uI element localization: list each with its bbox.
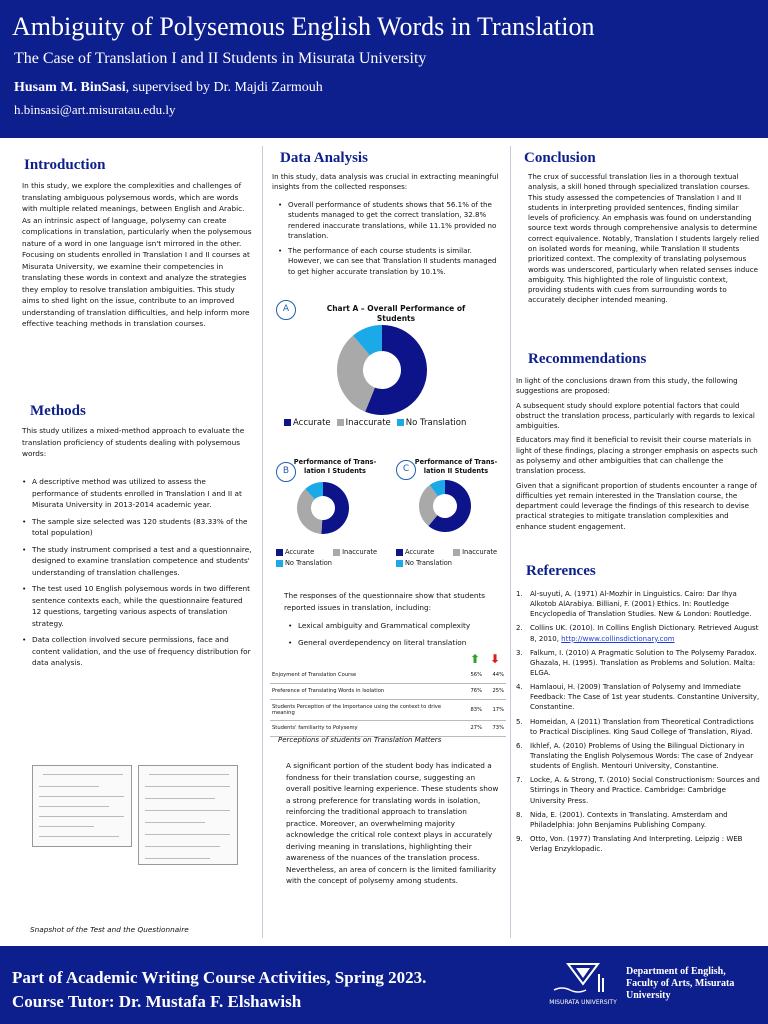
questionnaire-intro: The responses of the questionnaire show that students reported issues in translation, including: bbox=[284, 591, 486, 612]
reference-item bbox=[516, 775, 762, 805]
reference-item bbox=[516, 717, 762, 737]
conclusion-heading: Conclusion bbox=[524, 150, 596, 166]
legend-accurate: Accurate bbox=[284, 418, 331, 428]
reference-text: Collins UK. (2010). In Collins English Dictionary. Retrieved August 8, 2010, bbox=[530, 624, 759, 643]
reference-number: 6. bbox=[516, 741, 523, 750]
introduction-heading: Introduction bbox=[24, 157, 106, 173]
row-disagree: 73% bbox=[484, 720, 506, 736]
supervisor: , supervised by Dr. Majdi Zarmouh bbox=[125, 80, 323, 95]
author-name: Husam M. BinSasi bbox=[14, 80, 126, 95]
author-email[interactable]: h.binsasi@art.misuratau.edu.ly bbox=[14, 102, 176, 117]
column-divider bbox=[262, 146, 263, 938]
recommendation-paragraph: A subsequent study should explore potential factors that could obstruct the translation process, particularly with regards to lexical ambiguities. bbox=[516, 400, 755, 431]
questionnaire-issue: • General overdependency on literal translation bbox=[288, 637, 502, 649]
reference-item bbox=[516, 589, 762, 619]
snapshot-caption: Snapshot of the Test and the Questionnaire bbox=[30, 925, 189, 934]
reference-text: Nida, E. (2001). Contexts in Translating. Amsterdam and Philadelphia: John Benjamins Publishing Company. bbox=[530, 810, 728, 829]
pie-slice-accurate bbox=[321, 482, 349, 534]
legend-inaccurate: Inaccurate bbox=[453, 548, 497, 556]
reference-item bbox=[516, 648, 762, 678]
reference-item bbox=[516, 682, 762, 712]
chart-c-pie bbox=[418, 479, 472, 533]
recommendation-paragraph: Educators may find it beneficial to revisit their course materials in light of these findings, placing a stronger emphasis on aspects such as polysemy and other ambiguities that can challenge the translation process. bbox=[516, 435, 758, 476]
references-list bbox=[516, 589, 762, 858]
methods-bullet: • The study instrument comprised a test and a questionnaire, designed to examine translation competence and students' understanding of translation challenges. bbox=[22, 544, 254, 579]
chart-b-title: Performance of Trans- lation I Students bbox=[293, 458, 377, 475]
chart-a-legend bbox=[284, 418, 466, 428]
reference-item bbox=[516, 810, 762, 830]
legend-accurate: Accurate bbox=[396, 548, 434, 556]
methods-heading: Methods bbox=[30, 403, 86, 419]
conclusion-text: The crux of successful translation lies in a thorough textual analysis, a skill honed through specialized translation courses. This study assessed the competencies of Translation I and II students in interpreting provided sentences, finding similar levels of proficiency. An emphasis was found on understanding source text words through comprehensive analysis to determine correct equivalence. Notably, Translation I students largely relied on isolated words for meaning, while Translation II students prioritized context. The complexity of translating polysemous words was underscored, particularly when related senses induce ambiguity. This highlighted the role of linguistic context, providing students with cues from surrounding words to accurately decipher intended meaning. bbox=[528, 172, 760, 305]
data-analysis-bullet: • Overall performance of students shows that 56.1% of the students managed to get the correct translation, 32.8% rendered inaccurate translations, while 11.1% provided no translation. bbox=[278, 200, 500, 241]
row-agree: 27% bbox=[464, 720, 484, 736]
table-row bbox=[270, 720, 506, 736]
row-label: Students' familiarity to Polysemy bbox=[270, 720, 464, 736]
row-agree: 83% bbox=[464, 699, 484, 720]
perceptions-table bbox=[270, 667, 506, 737]
questionnaire-issues bbox=[288, 620, 502, 653]
references-heading: References bbox=[526, 563, 596, 579]
reference-text: Falkum, I. (2010) A Pragmatic Solution to The Polysemy Paradox. Ghazala, H. (1995). Translation as Problems and Solution. Malta: ELGA. bbox=[530, 648, 757, 677]
reference-number: 4. bbox=[516, 683, 523, 692]
recommendations-heading: Recommendations bbox=[528, 351, 647, 367]
chart-c-label: C bbox=[396, 460, 416, 480]
department-name: Department of English, Faculty of Arts, Misurata University bbox=[626, 966, 735, 1001]
poster-subtitle: The Case of Translation I and II Students in Misurata University bbox=[14, 50, 427, 67]
reference-number: 3. bbox=[516, 648, 523, 657]
data-analysis-list bbox=[278, 200, 500, 282]
legend-inaccurate: Inaccurate bbox=[333, 548, 377, 556]
reference-link[interactable]: http://www.collinsdictionary.com bbox=[561, 634, 675, 643]
reference-text: Homeidan, A (2011) Translation from Theoretical Contradictions to Practical Disciplines. King Saud College of Translation, Riyad. bbox=[530, 717, 754, 736]
legend-inaccurate: Inaccurate bbox=[337, 418, 391, 428]
row-disagree: 44% bbox=[484, 667, 506, 683]
methods-list bbox=[22, 476, 254, 674]
row-agree: 56% bbox=[464, 667, 484, 683]
legend-no-translation: No Translation bbox=[397, 418, 467, 428]
methods-bullet: • The sample size selected was 120 students (83.33% of the total population) bbox=[22, 516, 254, 539]
data-analysis-bullet: • The performance of each course students is similar. However, we can see that Translation II students managed to get higher accurate translation by 10.1%. bbox=[278, 246, 500, 277]
reference-number: 9. bbox=[516, 834, 523, 843]
methods-bullet: • A descriptive method was utilized to assess the performance of students enrolled in Translation I and II at Misurata University in 2013-2014 academic year. bbox=[22, 476, 254, 511]
author-line bbox=[14, 80, 323, 96]
up-arrow-icon: ⬆ bbox=[470, 652, 481, 666]
methods-intro: This study utilizes a mixed-method approach to evaluate the translation proficiency of students dealing with polysemous words: bbox=[22, 426, 245, 459]
data-analysis-intro: In this study, data analysis was crucial in extracting meaningful insights from the collected responses: bbox=[272, 172, 499, 192]
chart-b-legend bbox=[276, 547, 380, 569]
reference-item bbox=[516, 834, 762, 854]
chart-b-pie bbox=[296, 481, 350, 535]
reference-text: Ikhlef, A. (2010) Problems of Using the Bilingual Dictionary in Translating the English Polysemous Words: The case of 2ndyear students of English. Mentouri University, Constantine. bbox=[530, 741, 754, 771]
chart-a-pie bbox=[336, 324, 428, 416]
svg-text:MISURATA UNIVERSITY: MISURATA UNIVERSITY bbox=[549, 999, 617, 1006]
table-row bbox=[270, 667, 506, 683]
down-arrow-icon: ⬇ bbox=[490, 652, 501, 666]
university-logo bbox=[548, 960, 618, 1008]
row-agree: 76% bbox=[464, 683, 484, 699]
reference-text: Al-suyuti, A. (1971) Al-Mozhir in Linguistics. Cairo: Dar Ihya Alkotob AlArabiya. Billiani, F. (2001) Ethics. In: Routledge Encyclopedia of Translation Studies. New & London: Routledge. bbox=[530, 590, 752, 619]
footer-tutor: Course Tutor: Dr. Mustafa F. Elshawish bbox=[12, 992, 302, 1011]
row-label: Preference of Translating Words in Isolation bbox=[270, 683, 464, 699]
recommendation-paragraph: In light of the conclusions drawn from this study, the following suggestions are proposed: bbox=[516, 376, 738, 396]
reference-item bbox=[516, 741, 762, 771]
table-caption: Perceptions of students on Translation Matters bbox=[278, 736, 442, 744]
recommendation-paragraph: Given that a significant proportion of students encounter a range of difficulties yet remain interested in the Translation course, the department could leverage the findings of this research to devise practical strategies to mitigate translation complexities and enhance student engagement. bbox=[516, 480, 758, 531]
table-row bbox=[270, 699, 506, 720]
reference-item bbox=[516, 623, 762, 643]
data-analysis-heading: Data Analysis bbox=[280, 150, 368, 166]
methods-bullet: • The test used 10 English polysemous words in two different sentence contexts each, while the questionnaire featured 12 questions, targeting various aspects of translation strategy. bbox=[22, 583, 254, 629]
reference-number: 8. bbox=[516, 810, 523, 819]
reference-text: Locke, A. & Strong, T. (2010) Social Constructionism: Sources and Stirrings in Theory and Practice. Cambridge: Cambridge University Press. bbox=[530, 776, 760, 805]
recommendations-text bbox=[516, 376, 760, 536]
reference-number: 2. bbox=[516, 624, 523, 633]
column-divider bbox=[510, 146, 511, 938]
introduction-text: In this study, we explore the complexities and challenges of translating ambiguous polysemous words, which are words with multiple related meanings, between English and Arabic. As an intrinsic aspect of language, polysemy can create complications in translation, particularly when the polysemous nature of a word in one language isn't mirrored in the other. Focusing on students enrolled in Translation I and II courses at Misurata University, we examine their competencies in translating these words in context and analyze the strategies they employ to resolve translation ambiguities. This study aims to shed light on the issue, contribute to an improved understanding of translation difficulties, and help inform more effective teaching methods in translation courses. bbox=[22, 181, 252, 329]
questionnaire-snapshot bbox=[138, 765, 238, 865]
reference-number: 1. bbox=[516, 590, 523, 598]
legend-no-translation: No Translation bbox=[396, 559, 452, 567]
chart-c-title: Performance of Trans- lation II Students bbox=[414, 458, 498, 475]
row-disagree: 25% bbox=[484, 683, 506, 699]
chart-a-label: A bbox=[276, 300, 296, 320]
test-snapshot bbox=[32, 765, 132, 847]
chart-a-title: Chart A – Overall Performance of Students bbox=[326, 304, 466, 323]
chart-b-label: B bbox=[276, 462, 296, 482]
poster-title: Ambiguity of Polysemous English Words in Translation bbox=[12, 12, 595, 41]
row-label: Enjoyment of Translation Course bbox=[270, 667, 464, 683]
legend-accurate: Accurate bbox=[276, 548, 314, 556]
questionnaire-issue: • Lexical ambiguity and Grammatical complexity bbox=[288, 620, 502, 632]
reference-number: 5. bbox=[516, 717, 523, 726]
reference-text: Hamlaoui, H. (2009) Translation of Polysemy and Immediate Feedback: The Case of 1st year students. Constantine University, Constantine. bbox=[530, 683, 760, 712]
chart-c-legend bbox=[396, 547, 504, 569]
reference-number: 7. bbox=[516, 776, 523, 785]
row-disagree: 17% bbox=[484, 699, 506, 720]
discussion-text: A significant portion of the student body has indicated a fondness for their translation course, suggesting an overall positive learning experience. These students show a strong preference for translating words in isolation, reinforcing the traditional approach to translation practice. Moreover, an overwhelming majority acknowledge the critical role context plays in accurately deriving meaning in translations, highlighting their awareness of the nuances of the translation process. Nevertheless, an area of concern is the limited familiarity with the concept of polysemy among students. bbox=[286, 761, 499, 886]
table-row bbox=[270, 683, 506, 699]
row-label: Students Perception of the Importance using the context to drive meaning bbox=[270, 699, 464, 720]
footer-activity: Part of Academic Writing Course Activities, Spring 2023. bbox=[12, 968, 427, 987]
legend-no-translation: No Translation bbox=[276, 559, 332, 567]
methods-bullet: • Data collection involved secure permissions, face and content validation, and the use of frequency distribution for data analysis. bbox=[22, 634, 254, 669]
reference-text: Otto, Von. (1977) Translating And Interpreting. Leipzig : WEB Verlag Enzyklopadic. bbox=[530, 834, 743, 854]
